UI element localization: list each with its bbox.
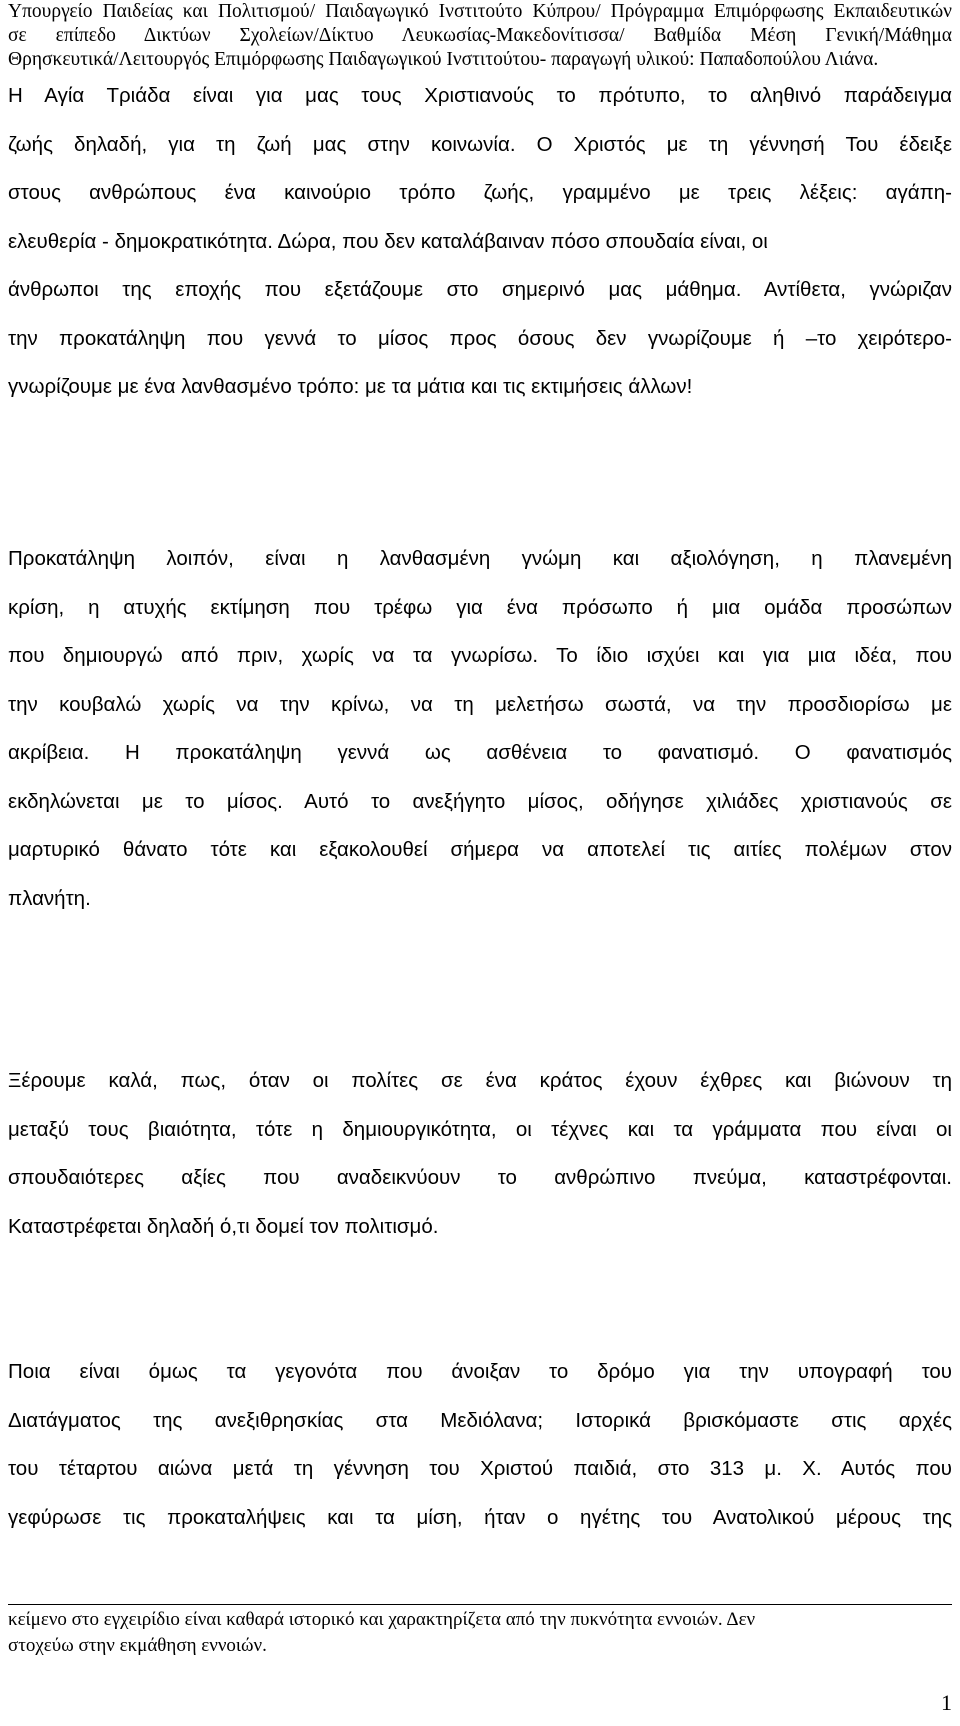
paragraph-4 [8, 1348, 952, 1542]
paragraph-line: την κουβαλώ χωρίς να την κρίνω, να τη μελετήσω σωστά, να την προσδιορίσω με [8, 692, 952, 716]
footnote [8, 1607, 952, 1659]
footnote-line-2: στοχεύω στην εκμάθηση εννοιών. [8, 1635, 267, 1656]
paragraph-line: ζωής δηλαδή, για τη ζωή μας στην κοινωνία. Ο Χριστός με τη γέννησή Του έδειξε [8, 132, 952, 156]
paragraph-line: γεφύρωσε τις προκαταλήψεις και τα μίση, ήταν ο ηγέτης του Ανατολικού μέρους της [8, 1505, 952, 1529]
paragraph-line: Καταστρέφεται δηλαδή ό,τι δομεί τον πολιτισμό. [8, 1214, 439, 1238]
paragraph-line: σπουδαιότερες αξίες που αναδεικνύουν το ανθρώπινο πνεύμα, καταστρέφονται. [8, 1166, 952, 1189]
paragraph-1 [8, 72, 952, 412]
paragraph-line: Η Αγία Τριάδα είναι για μας τους Χριστιανούς το πρότυπο, το αληθινό παράδειγμα [8, 84, 952, 107]
paragraph-line: στους ανθρώπους ένα καινούριο τρόπο ζωής, γραμμένο με τρεις λέξεις: αγάπη- [8, 181, 952, 204]
paragraph-line: ακρίβεια. Η προκατάληψη γεννά ως ασθένεια το φανατισμό. Ο φανατισμός [8, 741, 952, 764]
paragraph-3 [8, 1057, 952, 1251]
paragraph-line: κρίση, η ατυχής εκτίμηση που τρέφω για ένα πρόσωπο ή μια ομάδα προσώπων [8, 595, 952, 619]
footnote-separator [8, 1604, 952, 1605]
paragraph-line: Ποια είναι όμως τα γεγονότα που άνοιξαν το δρόμο για την υπογραφή του [8, 1360, 952, 1383]
paragraph-line: μαρτυρικό θάνατο τότε και εξακολουθεί σήμερα να αποτελεί τις αιτίες πολέμων στον [8, 838, 952, 861]
paragraph-line: την προκατάληψη που γεννά το μίσος προς όσους δεν γνωρίζουμε ή –το χειρότερο- [8, 326, 952, 350]
paragraph-line: άνθρωποι της εποχής που εξετάζουμε στο σημερινό μας μάθημα. Αντίθετα, γνώριζαν [8, 278, 952, 301]
header-line-3: Θρησκευτικά/Λειτουργός Επιμόρφωσης Παιδαγωγικού Ινστιτούτου- παραγωγή υλικού: Παπαδοπούλου Λιάνα. [8, 49, 879, 70]
paragraph-line: γνωρίζουμε με ένα λανθασμένο τρόπο: με τα μάτια και τις εκτιμήσεις άλλων! [8, 375, 693, 398]
paragraph-line: ελευθερία - δημοκρατικότητα. Δώρα, που δεν καταλάβαιναν πόσο σπουδαία είναι, οι [8, 229, 768, 253]
page-header [8, 0, 952, 72]
paragraph-line: Διατάγματος της ανεξιθρησκίας στα Μεδιόλανα; Ιστορικά βρισκόμαστε στις αρχές [8, 1408, 952, 1432]
paragraph-line: πλανήτη. [8, 886, 91, 910]
paragraph-2 [8, 535, 952, 923]
paragraph-line: του τέταρτου αιώνα μετά τη γέννηση του Χριστού παιδιά, στο 313 μ. Χ. Αυτός που [8, 1457, 952, 1480]
header-line-2: σε επίπεδο Δικτύων Σχολείων/Δίκτυο Λευκωσίας-Μακεδονίτισσα/ Βαθμίδα Μέση Γενική/Μάθημα [8, 25, 952, 46]
paragraph-line: Ξέρουμε καλά, πως, όταν οι πολίτες σε ένα κράτος έχουν έχθρες και βιώνουν τη [8, 1069, 952, 1092]
paragraph-line: εκδηλώνεται με το μίσος. Αυτό το ανεξήγητο μίσος, οδήγησε χιλιάδες χριστιανούς σε [8, 789, 952, 813]
header-line-1: Υπουργείο Παιδείας και Πολιτισμού/ Παιδαγωγικό Ινστιτούτο Κύπρου/ Πρόγραμμα Επιμόρφωσης Εκπαιδευτικών [8, 1, 952, 22]
page-number: 1 [941, 1690, 952, 1715]
footnote-line-1: κείμενο στο εγχειρίδιο είναι καθαρά ιστορικό και χαρακτηρίζετα από την πυκνότητα εννοιών. Δεν [8, 1609, 756, 1630]
paragraph-line: που δημιουργώ από πριν, χωρίς να τα γνωρίσω. Το ίδιο ισχύει και για μια ιδέα, που [8, 644, 952, 667]
paragraph-line: Προκατάληψη λοιπόν, είναι η λανθασμένη γνώμη και αξιολόγηση, η πλανεμένη [8, 547, 952, 570]
paragraph-line: μεταξύ τους βιαιότητα, τότε η δημιουργικότητα, οι τέχνες και τα γράμματα που είναι οι [8, 1117, 952, 1141]
